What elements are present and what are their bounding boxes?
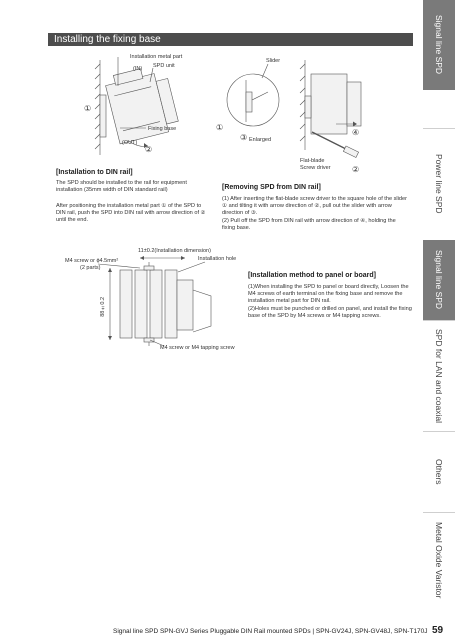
label-spd-unit: SPD unit [153,63,175,69]
label-screw-driver: Screw driver [300,165,331,171]
tab-signal-line-spd[interactable]: Signal line SPD [423,240,455,320]
marker-1: ① [84,104,92,113]
marker-fig2-4: ④ [352,128,360,137]
panel-install-item2: (2)Holes must be punched or drilled on panel, and install the fixing base of the SPD by M4 screws or M4 tapping screws. [248,306,412,319]
label-in: (IN) [133,66,143,72]
label-out: (OUT) [122,140,138,146]
label-slider: Slider [266,58,281,64]
din-remove-heading: [Removing SPD from DIN rail] [222,184,321,191]
tab-power-line-spd[interactable]: Power line SPD [434,154,444,214]
panel-install-item1: (1)When installing the SPD to panel or board directly, Loosen the M4 screws of earth terminal on the fixing base and remove the installation metal part for DIN rail. [248,284,409,304]
page-number: 59 [432,625,444,636]
label-flat-blade: Flat-blade [300,158,325,164]
marker-fig2-3: ③ [240,133,248,142]
label-installation-metal-part: Installation metal part [130,54,183,60]
label-tapping-screw: M4 screw or M4 tapping screw [160,345,235,351]
panel-install-heading: [Installation method to panel or board] [248,272,376,279]
marker-fig2-1: ① [216,123,224,132]
label-height-dim: 88±0.2 [100,297,106,317]
label-fixing-base: Fixing base [148,126,177,132]
label-enlarged: Enlarged [249,137,272,143]
label-dimension: 11±0.2(Installation dimension) [138,248,211,254]
din-remove-step1: (1) After inserting the flat-blade screw driver to the square hole of the slider ① and tilting it with arrow direction of ②, pull out the slider with arrow direction of ③. [222,196,407,216]
tab-spd-lan-coaxial[interactable]: SPD for LAN and coaxial [434,328,444,424]
label-m4-screw: M4 screw or ϕ4.5mm² [65,258,119,264]
marker-fig2-2: ② [352,165,360,174]
label-installation-hole: Installation hole [198,256,237,262]
footer-text: Signal line SPD SPN-GVJ Series Pluggable DIN Rail mounted SPDs | SPN-GV24J, SPN-GV48J, SPN-T170J [113,628,428,635]
din-remove-step2: (2) Pull off the SPD from DIN rail with arrow direction of ④, holding the fixing base. [222,218,396,231]
tab-metal-oxide-varistor[interactable]: Metal Oxide Varistor [434,522,444,599]
din-install-p1: The SPD should be installed to the rail for equipment installation (35mm width of DIN standard rail) [56,180,187,193]
label-two-parts: (2 parts) [80,265,101,271]
marker-2: ② [145,145,153,154]
section-title: Installing the fixing base [48,33,413,46]
din-install-p2: After positioning the installation metal part ① of the SPD to DIN rail, push the SPD into DIN rail with arrow direction of ② until the end. [56,203,206,223]
tab-signal-line-spd-top[interactable]: Signal line SPD [423,0,455,90]
tab-others[interactable]: Others [434,459,444,485]
din-install-heading: [Installation to DIN rail] [56,169,133,176]
